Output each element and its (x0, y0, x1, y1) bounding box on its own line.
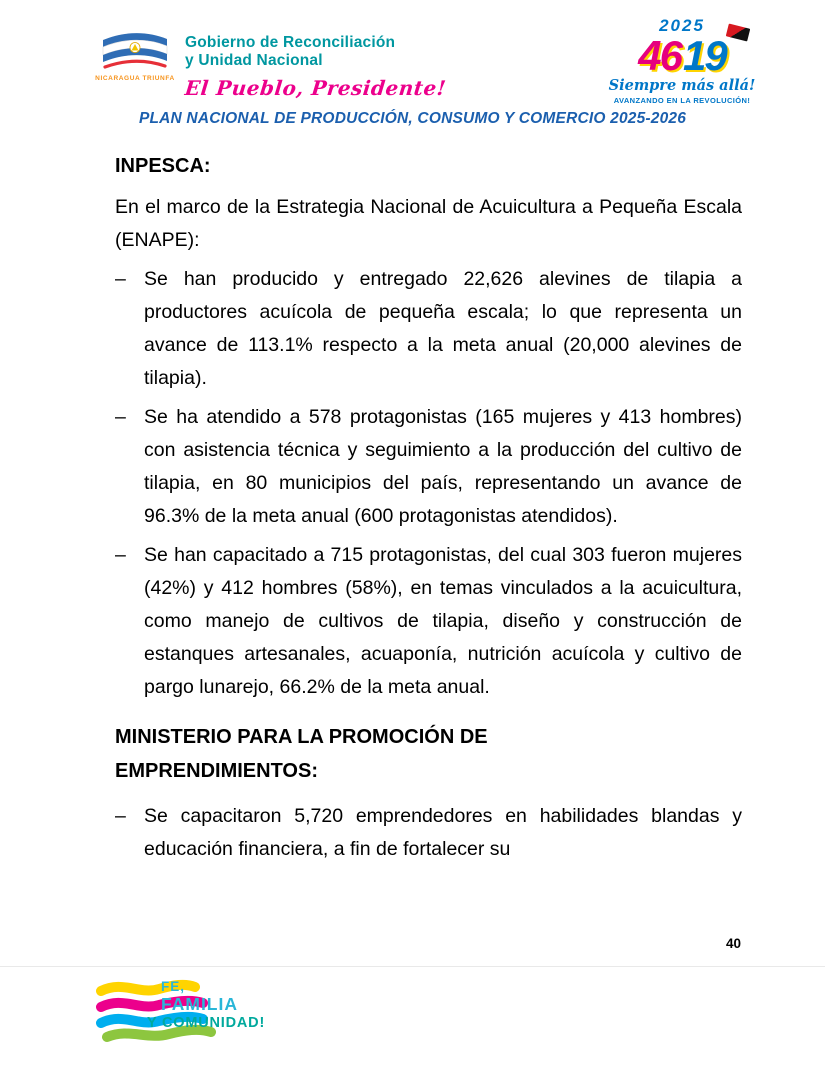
list-item (115, 401, 742, 533)
section-heading-ministerio (115, 720, 742, 788)
list-item (115, 263, 742, 395)
list-item-text: Se capacitaron 5,720 emprendedores en habilidades blandas y educación financiera, a fin de fortalecer su (144, 805, 742, 860)
footer-text-comunidad: Y COMUNIDAD! (147, 1015, 266, 1031)
list-item-text: Se han producido y entregado 22,626 alevines de tilapia a productores acuícola de pequeña escala; lo que representa un avance de 113.1% respecto a la meta anual (20,000 alevines de tilapia). (144, 268, 742, 389)
government-slogan: El Pueblo, Presidente! (183, 75, 448, 100)
number-19: 19 (683, 32, 726, 79)
footer-logo-text (147, 979, 266, 1031)
government-name-line2: y Unidad Nacional (185, 52, 323, 70)
list-marker: – (115, 805, 126, 827)
list-marker: – (115, 544, 126, 566)
anniversary-year: 2025 (659, 16, 705, 35)
section-heading-line2: EMPRENDIMIENTOS: (115, 760, 318, 782)
nicaragua-flag-icon (95, 28, 175, 100)
footer-text-familia: FAMILIA (161, 994, 238, 1014)
intro-paragraph: En el marco de la Estrategia Nacional de Acuicultura a Pequeña Escala (ENAPE): (115, 196, 742, 251)
government-logo (95, 28, 446, 100)
list-item (115, 539, 742, 704)
anniversary-slogan: Siempre más allá! (608, 76, 756, 94)
number-46: 46 (638, 32, 681, 79)
footer-divider (0, 966, 825, 967)
fe-familia-comunidad-logo (95, 978, 345, 1053)
flag-caption: NICARAGUA TRIUNFA (95, 75, 175, 82)
government-name-block (185, 28, 446, 100)
footer-text-fe: FE, (161, 979, 186, 994)
list-item (115, 800, 742, 866)
section-heading-inpesca: INPESCA: (115, 155, 211, 177)
page-number: 40 (725, 936, 741, 951)
flag-graphic (96, 28, 174, 74)
government-name-line1: Gobierno de Reconciliación (185, 34, 396, 51)
document-title: PLAN NACIONAL DE PRODUCCIÓN, CONSUMO Y COMERCIO 2025-2026 (138, 110, 687, 127)
list-item-text: Se ha atendido a 578 protagonistas (165 mujeres y 413 hombres) con asistencia técnica y seguimiento a la producción del cultivo de tilapia, en 80 municipios del país, representando un avance de 96.3% de la meta anual (600 protagonistas atendidos). (144, 406, 742, 527)
anniversary-number (597, 32, 767, 79)
anniversary-arc-text: AVANZANDO EN LA REVOLUCIÓN! (613, 95, 751, 105)
list-item-text: Se han capacitado a 715 protagonistas, del cual 303 fueron mujeres (42%) y 412 hombres (58%), en temas vinculados a la acuicultura, como manejo de cultivos de tilapia, diseño y construcción de estanques artesanales, acuaponía, nutrición acuícola y cultivo de pargo lunarejo, 66.2% de la meta anual. (144, 544, 742, 698)
document-body (115, 150, 742, 866)
list-marker: – (115, 268, 126, 290)
list-marker: – (115, 406, 126, 428)
anniversary-logo (597, 16, 767, 105)
section-heading-line1: MINISTERIO PARA LA PROMOCIÓN DE (115, 726, 488, 748)
